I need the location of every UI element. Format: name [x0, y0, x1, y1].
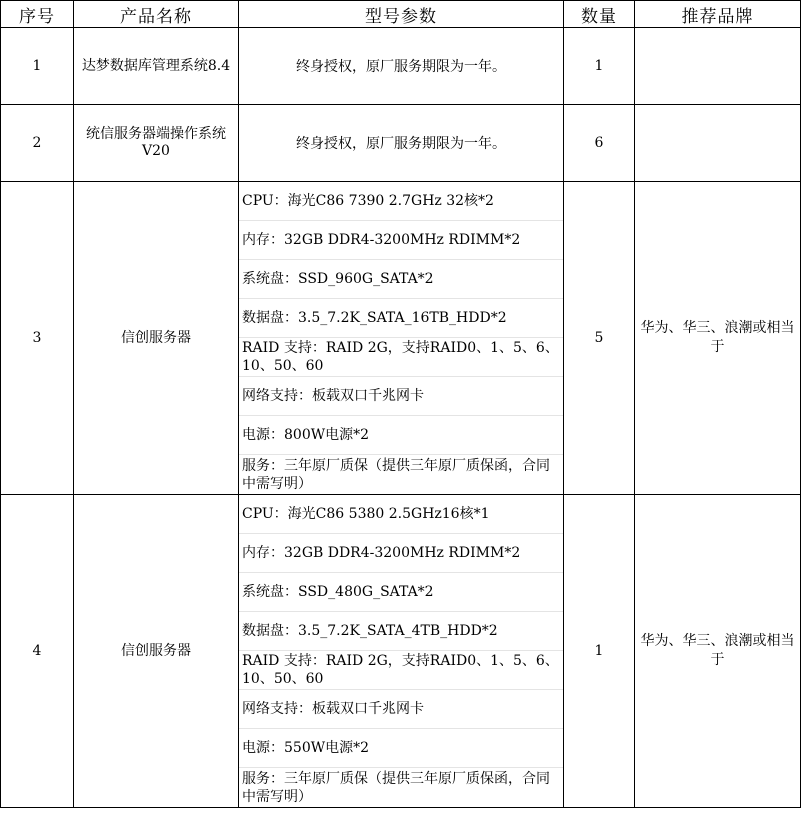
cell-product-name: 统信服务器端操作系统V20 [74, 105, 239, 182]
cell-spec: 终身授权，原厂服务期限为一年。 [239, 28, 564, 105]
param-data-disk: 数据盘：3.5_7.2K_SATA_4TB_HDD*2 [239, 612, 563, 651]
param-memory: 内存：32GB DDR4-3200MHz RDIMM*2 [239, 221, 563, 260]
header-product-name: 产品名称 [74, 1, 239, 28]
param-service: 服务：三年原厂质保（提供三年原厂质保函，合同中需写明） [242, 457, 550, 492]
table-row [1, 495, 801, 808]
cell-quantity: 1 [564, 28, 635, 105]
cell-spec: 终身授权，原厂服务期限为一年。 [239, 105, 564, 182]
table-header-row [1, 1, 801, 28]
param-power: 电源：800W电源*2 [239, 416, 563, 455]
param-service: 服务：三年原厂质保（提供三年原厂质保函，合同中需写明） [242, 770, 550, 805]
header-spec: 型号参数 [239, 1, 564, 28]
cell-product-name: 信创服务器 [74, 182, 239, 495]
param-network: 网络支持：板载双口千兆网卡 [239, 377, 563, 416]
cell-quantity: 1 [564, 495, 635, 808]
table-row [1, 28, 801, 105]
param-cpu: CPU：海光C86 5380 2.5GHz16核*1 [239, 495, 563, 534]
cell-index: 2 [1, 105, 74, 182]
cell-product-name: 达梦数据库管理系统8.4 [74, 28, 239, 105]
param-data-disk: 数据盘：3.5_7.2K_SATA_16TB_HDD*2 [239, 299, 563, 338]
param-raid: RAID 支持：RAID 2G，支持RAID0、1、5、6、10、50、60 [239, 338, 563, 377]
cell-quantity: 6 [564, 105, 635, 182]
cell-brand [635, 28, 801, 105]
cell-index: 4 [1, 495, 74, 808]
cell-index: 1 [1, 28, 74, 105]
param-power: 电源：550W电源*2 [239, 729, 563, 768]
param-system-disk: 系统盘：SSD_960G_SATA*2 [239, 260, 563, 299]
header-index: 序号 [1, 1, 74, 28]
cell-product-name: 信创服务器 [74, 495, 239, 808]
cell-index: 3 [1, 182, 74, 495]
cell-spec-params [239, 495, 564, 808]
table-row [1, 105, 801, 182]
param-cpu: CPU：海光C86 7390 2.7GHz 32核*2 [239, 182, 563, 221]
cell-brand: 华为、华三、浪潮或相当于 [635, 182, 801, 495]
param-system-disk: 系统盘：SSD_480G_SATA*2 [239, 573, 563, 612]
cell-brand: 华为、华三、浪潮或相当于 [635, 495, 801, 808]
table-row [1, 182, 801, 495]
param-memory: 内存：32GB DDR4-3200MHz RDIMM*2 [239, 534, 563, 573]
header-quantity: 数量 [564, 1, 635, 28]
param-network: 网络支持：板载双口千兆网卡 [239, 690, 563, 729]
cell-spec-params [239, 182, 564, 495]
cell-quantity: 5 [564, 182, 635, 495]
param-raid: RAID 支持：RAID 2G，支持RAID0、1、5、6、10、50、60 [239, 651, 563, 690]
header-brand: 推荐品牌 [635, 1, 801, 28]
cell-brand [635, 105, 801, 182]
